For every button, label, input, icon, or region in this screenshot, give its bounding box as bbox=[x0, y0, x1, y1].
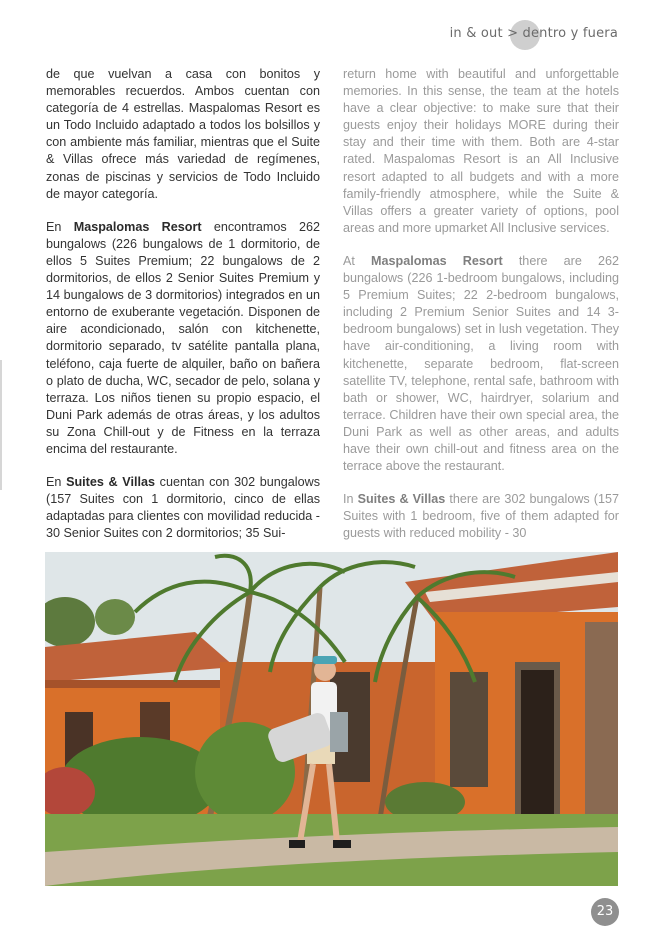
english-paragraph-2: At Maspalomas Resort there are 262 bungalows (226 1-bedroom bungalows, including 5 Premium Suites; 22 2-bedroom bungalows, including 2 Premium Senior Suites and 14 3-bedroom bungalows) set in lush vegetation. They have air-conditioning, a living room with kitchenette, separate bedroom, flat-screen satellite TV, telephone, rental safe, bathroom with bath or shower, WC, hairdryer, solarium and terrace. Children have their own special area, the Duni Park as well as other areas, and adults have their own chill-out and fitness area on the terrace above the restaurant. bbox=[343, 253, 620, 474]
spanish-paragraph-3: En Suites & Villas cuentan con 302 bungalows (157 Suites con 1 dormitorio, cinco de ellas adaptadas para clientes con movilidad reducida - 30 Senior Suites con 2 dormitorios; 35 Sui- bbox=[46, 475, 320, 541]
english-paragraph-1: return home with beautiful and unforgettable memories. In this sense, the team at the hotels have a clear objective: to make sure that their guests enjoy their holidays MORE during their stay and their time with them. Both are 4-star rated. Maspalomas Resort is an All Inclusive resort adapted to all budgets and with a more family-friendly atmosphere, while the Suite & Villas offers a greater variety of options, pool areas and more upmarket All Inclusive services. bbox=[343, 67, 619, 235]
resort-photo bbox=[45, 552, 618, 886]
page-number-badge: 23 bbox=[591, 898, 619, 926]
english-column bbox=[343, 66, 619, 558]
spanish-paragraph-1: de que vuelvan a casa con bonitos y memorables recuerdos. Ambos cuentan con categoría de 4 estrellas. Maspalomas Resort es un Todo Incluido adaptado a todos los bolsillos y con ambiente más familiar, mientras que el Suite & Villas ofrece más variedad de regímenes, zonas de piscinas y servicios de Todo Incluido de mayor categoría. bbox=[46, 67, 320, 201]
section-title: in & out > dentro y fuera bbox=[449, 26, 618, 41]
spanish-column bbox=[46, 66, 320, 558]
maspalomas-resort-name: Maspalomas Resort bbox=[73, 219, 202, 234]
section-header bbox=[449, 22, 632, 46]
spanish-paragraph-2: En Maspalomas Resort encontramos 262 bungalows (226 bungalows de 1 dormitorio, de ellos 5 Suites Premium; 22 bungalows de 2 dormitorios, de ellos 2 Senior Suites Premium y 14 bungalows de 3 dormitorios) integrados en un entorno de exuberante vegetación. Disponen de aire acondicionado, salón con kitchenette, dormitorio separado, tv satélite pantalla plana, teléfono, caja fuerte de alquiler, baño on bañera o plato de ducha, WC, secador de pelo, solana y terraza. Los niños tienen su propio espacio, el Duni Park además de otras áreas, y los adultos su Zona Chill-out y de Fitness en la terraza encima del restaurante. bbox=[46, 219, 321, 456]
maspalomas-resort-name-en: Maspalomas Resort bbox=[371, 253, 503, 268]
english-paragraph-3: In Suites & Villas there are 302 bungalows (157 Suites with 1 bedroom, five of them adapted for guests with reduced mobility - 30 bbox=[343, 492, 620, 541]
page-edge-mark bbox=[0, 360, 2, 490]
resort-photo-illustration bbox=[45, 552, 618, 886]
suites-villas-name: Suites & Villas bbox=[66, 475, 155, 490]
suites-villas-name-en: Suites & Villas bbox=[357, 492, 446, 507]
